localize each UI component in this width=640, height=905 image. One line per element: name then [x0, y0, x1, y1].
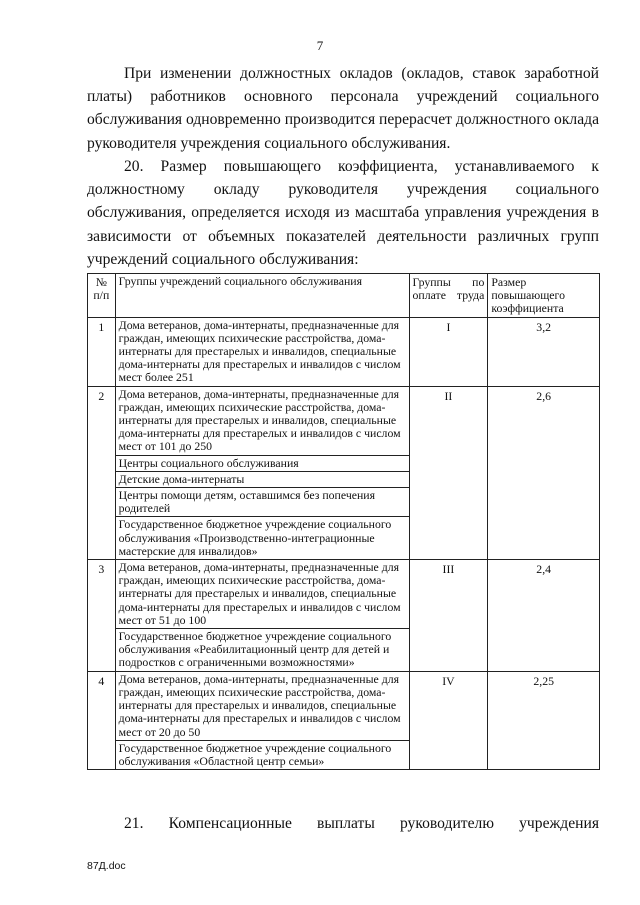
institution-cell: Центры социального обслуживания [115, 455, 409, 471]
institution-cell: Государственное бюджетное учреждение социального обслуживания «Реабилитационный центр для детей и подростков с ограниченными возможностями» [115, 629, 409, 672]
institution-cell: Дома ветеранов, дома-интернаты, предназначенные для граждан, имеющих психические расстройства, дома-интернаты для престарелых и инвалидов, специальные дома-интернаты для престарелых и инвалидов с числом мест от 51 до 100 [115, 560, 409, 629]
table-row [88, 386, 600, 455]
table-header-row [88, 274, 600, 318]
table-row [88, 317, 600, 386]
coefficient-cell: 3,2 [488, 317, 600, 386]
institution-cell: Центры помощи детям, оставшимся без попечения родителей [115, 488, 409, 517]
table-row [88, 560, 600, 629]
row-num: 3 [88, 560, 116, 672]
header-num: № п/п [88, 274, 116, 318]
coefficient-cell: 2,25 [488, 671, 600, 769]
page-number: 7 [316, 38, 324, 53]
intro-text: При изменении должностных окладов (окладов, ставок заработной платы) работников основного персонала учреждений социального обслуживания одновременно производится перерасчет должностного оклада руководителя учреждения социального обслуживания. [87, 65, 599, 152]
header-groups: Группы учреждений социального обслуживания [115, 274, 409, 318]
row-num: 2 [88, 386, 116, 559]
paragraph-20-text: 20. Размер повышающего коэффициента, устанавливаемого к должностному окладу руководителя учреждения социального обслуживания, определяется исходя из масштаба управления учреждения в зависимости от объемных показателей деятельности различных групп учреждений социального обслуживания: [87, 158, 599, 268]
header-coefficient: Размер повышающего коэффициента [488, 274, 600, 318]
row-num: 1 [88, 317, 116, 386]
footer-filename: 87Д.doc [87, 860, 126, 872]
pay-group-cell: I [409, 317, 488, 386]
institution-cell: Дома ветеранов, дома-интернаты, предназначенные для граждан, имеющих психические расстройства, дома-интернаты для престарелых и инвалидов, специальные дома-интернаты для престарелых и инвалидов с числом мест от 20 до 50 [115, 671, 409, 740]
pay-group-cell: IV [409, 671, 488, 769]
institution-cell: Государственное бюджетное учреждение социального обслуживания «Областной центр семьи» [115, 740, 409, 769]
institution-cell: Детские дома-интернаты [115, 471, 409, 487]
institution-cell: Дома ветеранов, дома-интернаты, предназначенные для граждан, имеющих психические расстройства, дома-интернаты для престарелых и инвалидов, специальные дома-интернаты для престарелых и инвалидов с числом мест от 101 до 250 [115, 386, 409, 455]
header-pay-groups: Группы по оплате труда [409, 274, 488, 318]
paragraph-21-text: 21. Компенсационные выплаты руководителю учреждения [124, 815, 599, 832]
pay-group-cell: III [409, 560, 488, 672]
table-row [88, 671, 600, 740]
institution-cell: Государственное бюджетное учреждение социального обслуживания «Производственно-интеграционные мастерские для инвалидов» [115, 517, 409, 560]
paragraph-21 [87, 812, 599, 835]
coefficient-cell: 2,4 [488, 560, 600, 672]
intro-paragraph [87, 62, 599, 155]
coefficient-cell: 2,6 [488, 386, 600, 559]
pay-group-cell: II [409, 386, 488, 559]
paragraph-20 [87, 155, 599, 271]
institution-cell: Дома ветеранов, дома-интернаты, предназначенные для граждан, имеющих психические расстройства, дома-интернаты для престарелых и инвалидов, специальные дома-интернаты для престарелых и инвалидов с числом мест более 251 [115, 317, 409, 386]
row-num: 4 [88, 671, 116, 769]
coefficient-table [87, 273, 600, 770]
